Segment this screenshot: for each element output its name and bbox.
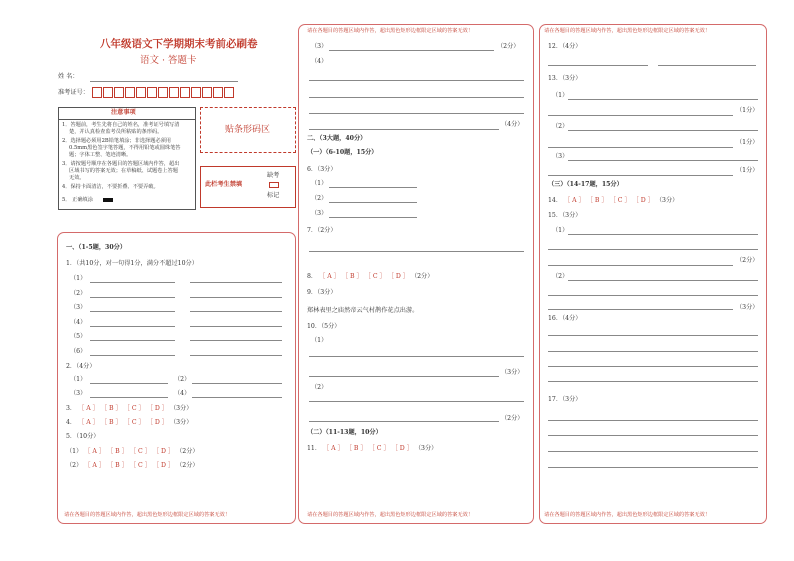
q1-item: （5） <box>70 333 87 340</box>
answer-line[interactable] <box>548 65 648 66</box>
footer-warning: 请在各题目的答题区域内作答，超出黑色矩形边框限定区域的答案无效！ <box>64 512 231 518</box>
absent-mark-line1: 缺考 <box>267 172 280 179</box>
notice-item: 1．答题前，考生先将自己的姓名，准考证号填写清 <box>62 122 180 128</box>
q16-label: 16．（4分） <box>548 315 582 322</box>
answer-line[interactable] <box>190 340 282 341</box>
answer-line[interactable] <box>548 295 758 296</box>
answer-line[interactable] <box>192 397 282 398</box>
answer-line[interactable] <box>548 381 758 382</box>
q5-label: 5．（10分） <box>66 433 100 440</box>
answer-line[interactable] <box>309 421 499 422</box>
answer-line[interactable] <box>548 175 733 176</box>
answer-line[interactable] <box>329 187 417 188</box>
answer-line[interactable] <box>190 326 282 327</box>
sub-section-1-heading: （一）（6-10题，15分） <box>307 149 378 156</box>
answer-line[interactable] <box>548 467 758 468</box>
option-b[interactable]: ［ B ］ <box>586 197 608 204</box>
answer-line[interactable] <box>309 356 524 357</box>
answer-line[interactable] <box>190 297 282 298</box>
q13-item: （1） <box>552 92 569 99</box>
q2-item: （3） <box>70 390 87 397</box>
q6-label: 6．（3分） <box>307 166 337 173</box>
footer-warning: 请在各题目的答题区域内作答，超出黑色矩形边框限定区域的答案无效！ <box>307 512 474 518</box>
q13-score: （1分） <box>736 139 759 146</box>
answer-line[interactable] <box>90 340 175 341</box>
q5-row-1 <box>66 448 199 456</box>
option-c[interactable]: ［ C ］ <box>609 197 631 204</box>
option-b[interactable]: ［ B ］ <box>345 445 367 452</box>
option-a[interactable]: ［ A ］ <box>84 448 106 455</box>
q1-item: （4） <box>70 319 87 326</box>
sheet-title: 八年级语文下学期期末考前必刷卷 <box>100 38 258 50</box>
q5-row-2 <box>66 462 199 470</box>
q17-label: 17．（3分） <box>548 396 582 403</box>
option-c[interactable]: ［ C ］ <box>129 448 151 455</box>
q1-item: （3） <box>70 304 87 311</box>
answer-line[interactable] <box>548 147 733 148</box>
q6-item: （3） <box>311 210 328 217</box>
notice-item: 无效。 <box>69 175 85 181</box>
q13-item: （3） <box>552 153 569 160</box>
q8-score: （2分） <box>410 273 434 280</box>
q5-3-label: （3） <box>311 43 328 50</box>
answer-line[interactable] <box>548 249 758 250</box>
absent-mark-area <box>200 166 296 208</box>
option-a[interactable]: ［ A ］ <box>84 462 106 469</box>
q15-item: （1） <box>552 227 569 234</box>
id-label: 准考证号： <box>58 89 89 96</box>
q1-label: 1．（共10分，对一句得1分，满分不超过10分） <box>66 260 198 267</box>
q15-score: （3分） <box>736 304 759 311</box>
footer-warning: 请在各题目的答题区域内作答，超出黑色矩形边框限定区域的答案无效！ <box>544 512 711 518</box>
option-d[interactable]: ［ D ］ <box>152 462 175 469</box>
notice-item: 0.5mm黑色签字笔答题，不得用铅笔或圆珠笔答 <box>69 145 181 151</box>
answer-panel-middle <box>298 24 534 524</box>
q4-row <box>66 419 192 427</box>
answer-line[interactable] <box>548 366 758 367</box>
answer-panel-left <box>57 232 296 524</box>
name-field[interactable] <box>90 81 238 82</box>
option-c[interactable]: ［ C ］ <box>123 419 145 426</box>
header-warning: 请在各题目的答题区域内作答，超出黑色矩形边框限定区域的答案无效！ <box>544 28 711 34</box>
option-d[interactable]: ［ D ］ <box>387 273 409 280</box>
answer-line[interactable] <box>309 113 524 114</box>
correct-fill-example-label: 5． 正确填涂 <box>62 197 93 203</box>
option-b[interactable]: ［ B ］ <box>107 462 128 469</box>
option-a[interactable]: ［ A ］ <box>78 405 99 412</box>
notice-item: 区域书写的答案无效；在草稿纸、试题卷上答题 <box>69 168 178 174</box>
notice-item: 4．保持卡面清洁，不要折叠、不要弄破。 <box>62 184 159 190</box>
answer-line[interactable] <box>568 280 758 281</box>
option-c[interactable]: ［ C ］ <box>123 405 145 412</box>
answer-line[interactable] <box>548 115 733 116</box>
answer-line[interactable] <box>329 50 494 51</box>
answer-line[interactable] <box>568 130 758 131</box>
q6-item: （2） <box>311 195 328 202</box>
q8-label: 8． <box>307 273 318 280</box>
answer-line[interactable] <box>90 397 168 398</box>
option-a[interactable]: ［ A ］ <box>319 273 340 280</box>
q1-item: （6） <box>70 348 87 355</box>
q5-item-score: （2分） <box>176 448 199 455</box>
notice-item: 楚，并认真检查监考员所粘贴的条形码。 <box>69 129 163 135</box>
answer-line[interactable] <box>190 355 282 356</box>
answer-panel-right <box>539 24 767 524</box>
notice-box <box>58 107 196 210</box>
q5-4-label: （4） <box>311 58 328 65</box>
q15-score: （2分） <box>736 257 759 264</box>
answer-line[interactable] <box>90 311 175 312</box>
q3-label: 3． <box>66 405 77 412</box>
id-number-boxes[interactable] <box>92 87 238 98</box>
option-c[interactable]: ［ C ］ <box>364 273 386 280</box>
q15-item: （2） <box>552 273 569 280</box>
q13-score: （1分） <box>736 107 759 114</box>
answer-line[interactable] <box>548 435 758 436</box>
option-b[interactable]: ［ B ］ <box>100 419 122 426</box>
answer-line[interactable] <box>548 335 758 336</box>
q11-label: 11． <box>307 445 322 452</box>
q14-score: （3分） <box>655 197 679 204</box>
answer-line[interactable] <box>309 376 499 377</box>
q15-label: 15．（3分） <box>548 212 582 219</box>
q3-score: （3分） <box>169 405 193 412</box>
option-d[interactable]: ［ D ］ <box>146 419 168 426</box>
q10-score: （3分） <box>501 369 524 376</box>
section-2-heading: 二、（3大题，40分） <box>307 135 367 142</box>
q5-3-score: （2分） <box>497 43 520 50</box>
answer-line[interactable] <box>548 265 733 266</box>
absent-label: 此栏考生禁填 <box>205 181 243 188</box>
q5-item-score: （2分） <box>176 462 199 469</box>
answer-line[interactable] <box>90 383 168 384</box>
q3-row <box>66 405 192 413</box>
answer-line[interactable] <box>192 383 282 384</box>
filled-bubble-icon <box>103 198 113 202</box>
notice-item: 3．请按题号顺序在各题目的答题区域内作答，超出 <box>62 161 180 167</box>
q5-4-score: （4分） <box>501 121 524 128</box>
q1-item: （2） <box>70 290 87 297</box>
q7-label: 7．（2分） <box>307 227 337 234</box>
answer-line[interactable] <box>568 234 758 235</box>
sub-section-3-heading: （三）（14-17题，15分） <box>548 181 623 188</box>
absent-mark-line2: 标记 <box>267 192 280 199</box>
absent-mark-box[interactable] <box>269 182 279 188</box>
q10-score: （2分） <box>501 415 524 422</box>
q10-label: 10．（5分） <box>307 323 341 330</box>
sub-section-2-heading: （二）（11-13题，10分） <box>307 429 382 436</box>
header-warning: 请在各题目的答题区域内作答，超出黑色矩形边框限定区域的答案无效！ <box>307 28 474 34</box>
notice-title: 注意事项 <box>111 109 136 116</box>
q6-item: （1） <box>311 180 328 187</box>
q11-row <box>307 445 437 453</box>
answer-line[interactable] <box>90 326 175 327</box>
q4-score: （3分） <box>169 419 193 426</box>
answer-line[interactable] <box>548 451 758 452</box>
q14-row <box>548 197 678 205</box>
q2-item: （1） <box>70 376 87 383</box>
option-c[interactable]: ［ C ］ <box>368 445 390 452</box>
q13-label: 13．（3分） <box>548 75 582 82</box>
answer-line[interactable] <box>309 401 524 402</box>
option-a[interactable]: ［ A ］ <box>78 419 99 426</box>
q9-text: 郑林表里之庙然帝云气村鹊作花点出游。 <box>307 307 419 314</box>
q2-item: （2） <box>174 376 191 383</box>
q2-item: （4） <box>174 390 191 397</box>
option-d[interactable]: ［ D ］ <box>632 197 654 204</box>
option-d[interactable]: ［ D ］ <box>391 445 413 452</box>
q5-item: （2） <box>66 462 83 469</box>
q9-label: 9．（3分） <box>307 289 337 296</box>
notice-item: 题；字体工整、笔迹清晰。 <box>69 152 132 158</box>
answer-line[interactable] <box>329 202 417 203</box>
q2-label: 2．（4分） <box>66 363 96 370</box>
answer-line[interactable] <box>90 282 175 283</box>
q5-item: （1） <box>66 448 83 455</box>
section-1-heading: 一、（1-5题，30分） <box>66 244 127 251</box>
answer-line[interactable] <box>309 80 524 81</box>
q8-row <box>307 273 433 281</box>
option-b[interactable]: ［ B ］ <box>107 448 128 455</box>
answer-line[interactable] <box>90 355 175 356</box>
q12-label: 12．（4分） <box>548 43 582 50</box>
q10-item: （1） <box>311 337 328 344</box>
answer-line[interactable] <box>309 129 499 130</box>
answer-line[interactable] <box>309 251 524 252</box>
barcode-area <box>200 107 296 153</box>
answer-line[interactable] <box>568 99 758 100</box>
q4-label: 4． <box>66 419 77 426</box>
answer-line[interactable] <box>329 217 417 218</box>
barcode-label: 贴条形码区 <box>225 125 271 135</box>
notice-item: 2．选择题必须用2B铅笔填涂；非选择题必须用 <box>62 138 171 144</box>
answer-line[interactable] <box>548 420 758 421</box>
option-a[interactable]: ［ A ］ <box>323 445 344 452</box>
option-b[interactable]: ［ B ］ <box>100 405 122 412</box>
q10-item: （2） <box>311 384 328 391</box>
answer-line[interactable] <box>548 309 733 310</box>
answer-line[interactable] <box>658 65 756 66</box>
option-d[interactable]: ［ D ］ <box>146 405 168 412</box>
option-c[interactable]: ［ C ］ <box>129 462 151 469</box>
option-a[interactable]: ［ A ］ <box>564 197 585 204</box>
option-b[interactable]: ［ B ］ <box>341 273 363 280</box>
answer-line[interactable] <box>309 97 524 98</box>
option-d[interactable]: ［ D ］ <box>152 448 175 455</box>
q13-item: （2） <box>552 123 569 130</box>
q1-item: （1） <box>70 275 87 282</box>
answer-line[interactable] <box>90 297 175 298</box>
name-label: 姓 名： <box>58 73 79 80</box>
answer-line[interactable] <box>190 311 282 312</box>
answer-line[interactable] <box>568 160 758 161</box>
answer-line[interactable] <box>548 351 758 352</box>
q11-score: （3分） <box>414 445 438 452</box>
answer-line[interactable] <box>190 282 282 283</box>
sheet-subtitle: 语文 · 答题卡 <box>140 55 197 66</box>
q14-label: 14． <box>548 197 563 204</box>
q13-score: （1分） <box>736 167 759 174</box>
